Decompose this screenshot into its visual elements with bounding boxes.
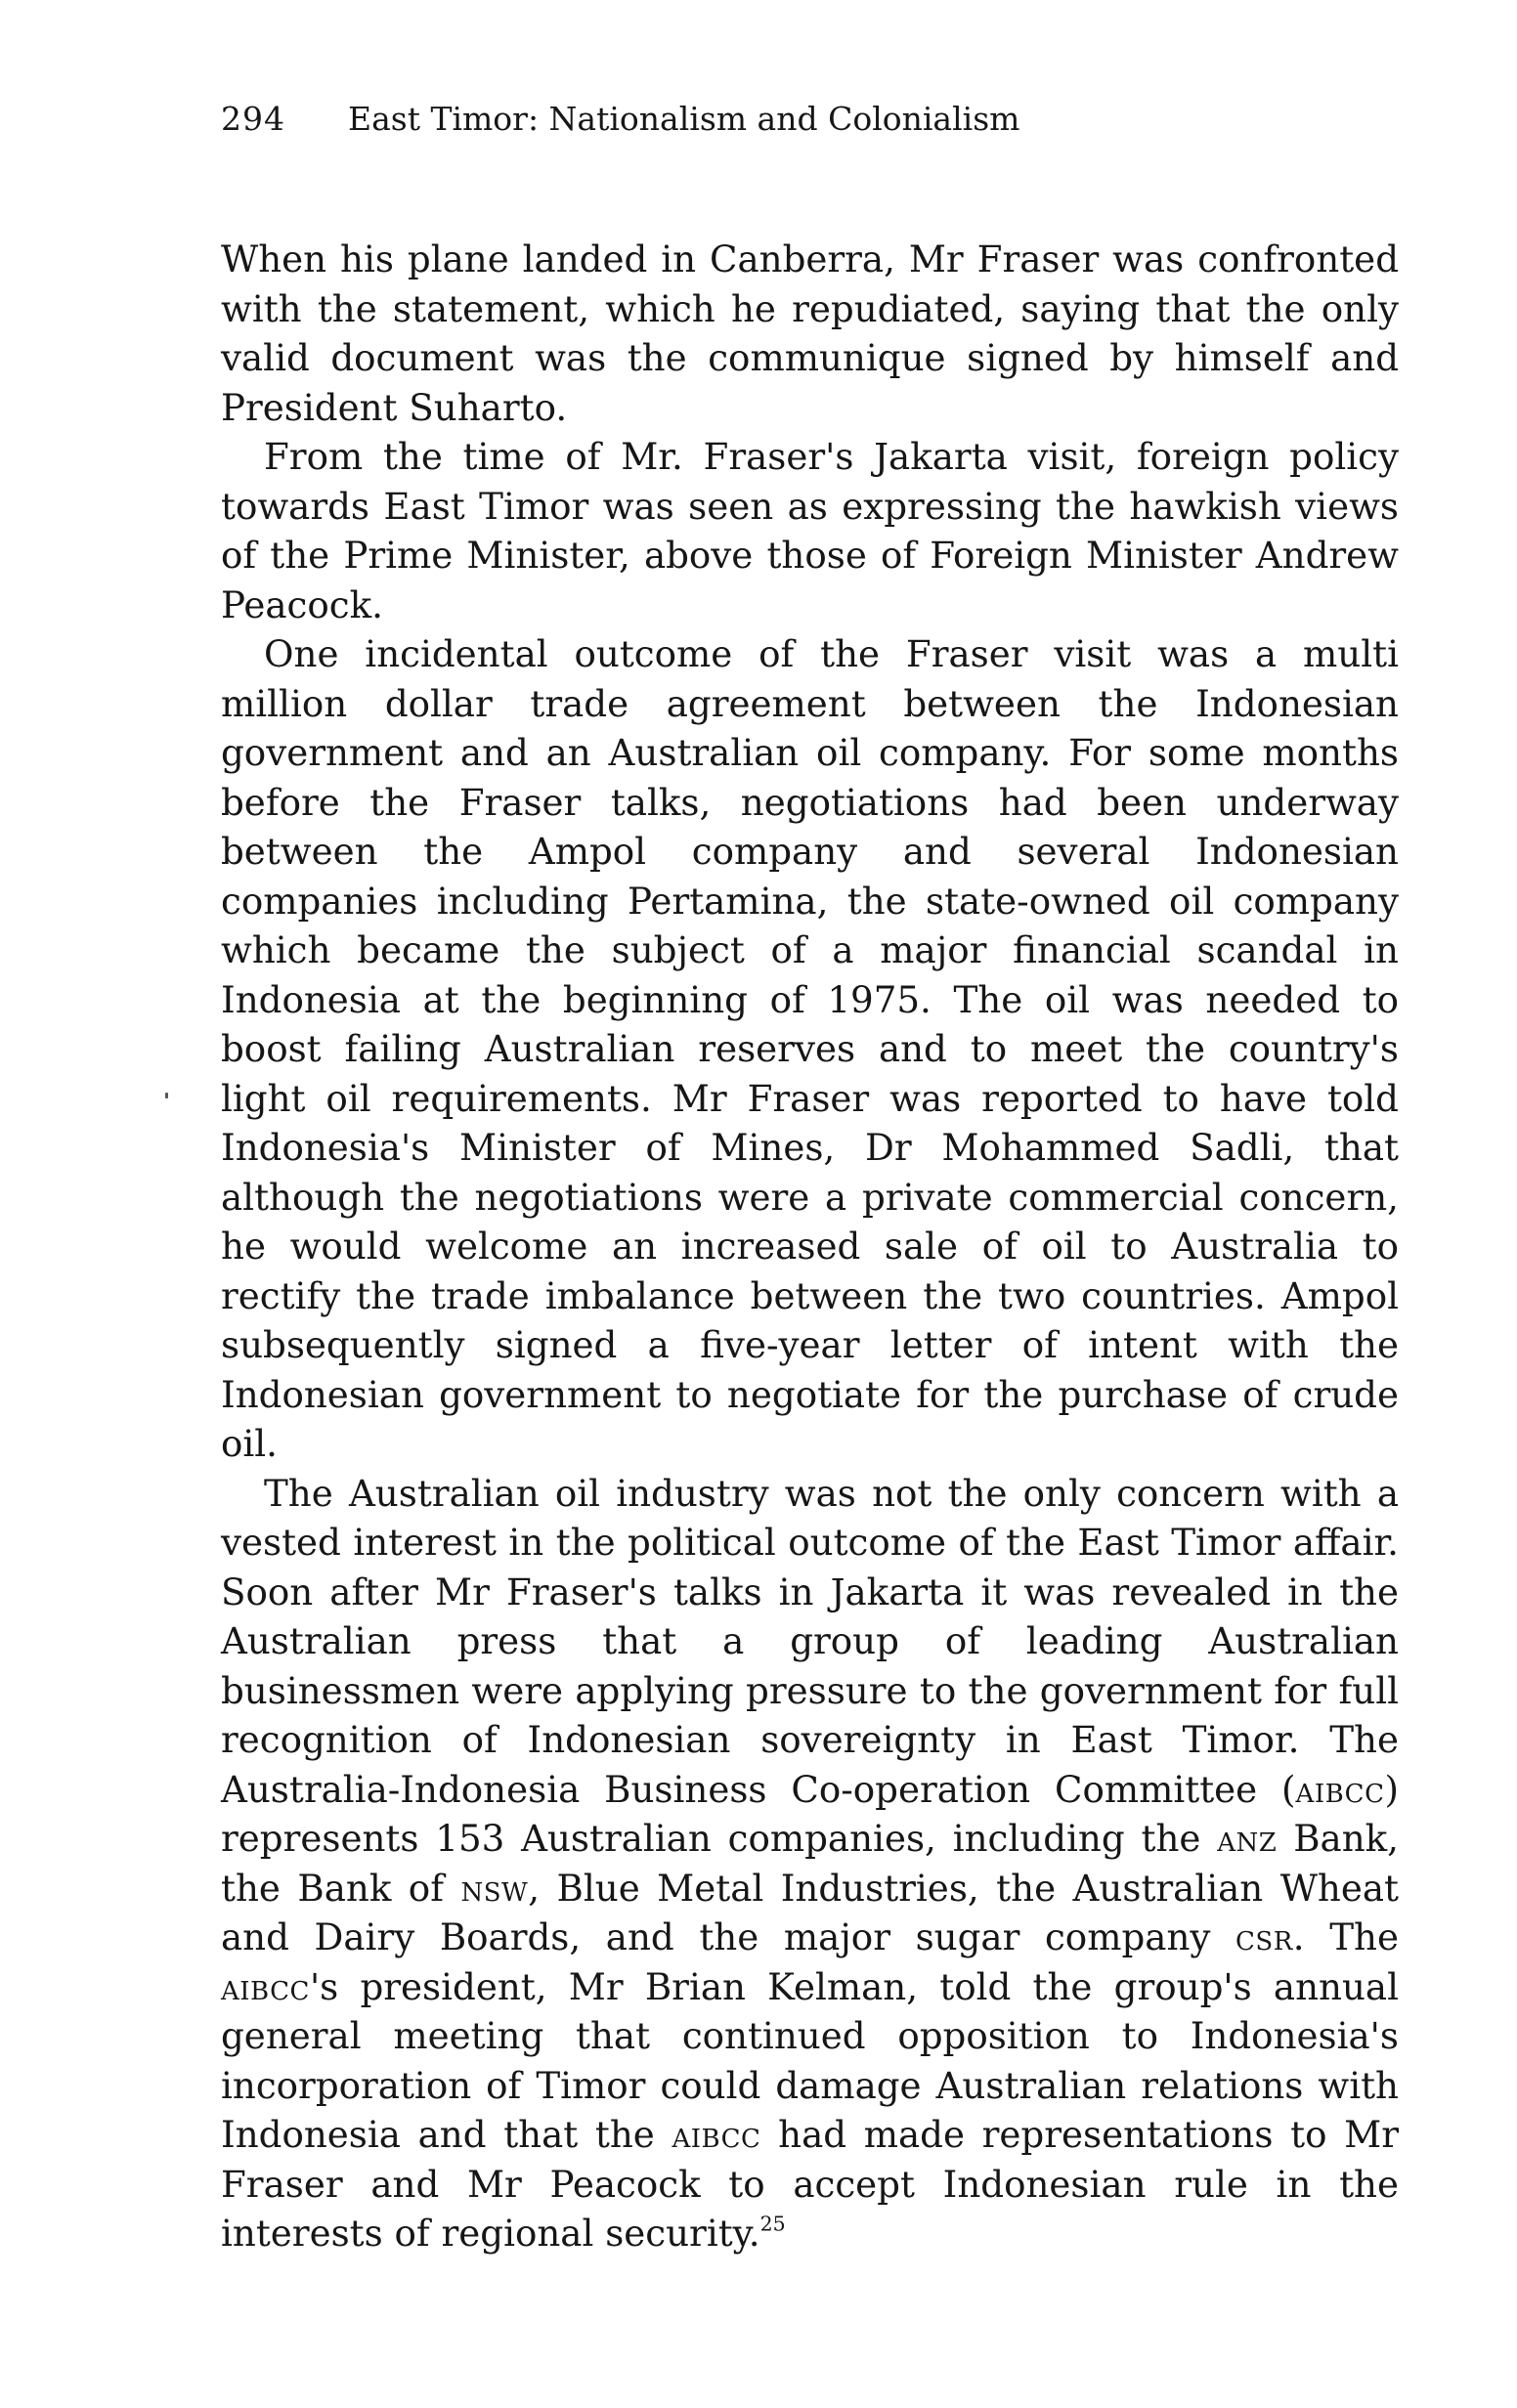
- running-title: East Timor: Nationalism and Colonialism: [348, 100, 1020, 138]
- paragraph-1: When his plane landed in Canberra, Mr Fraser was confronted with the statement, which he repudiated, saying that the only valid document was the communique signed by himself and President Suharto.: [221, 237, 1399, 429]
- paragraph-4-text-4: , Blue Metal Industries, the Australian Wheat and Dairy Boards, and the major sugar company: [221, 1866, 1399, 1958]
- abbreviation-anz: anz: [1217, 1817, 1278, 1860]
- paragraph-2: From the time of Mr. Fraser's Jakarta visit, foreign policy towards East Timor was seen as expressing the hawkish views of the Prime Minister, above those of Foreign Minister Andrew Peacock.: [221, 435, 1399, 626]
- body-text: [221, 235, 1399, 2258]
- paragraph-4: [221, 1469, 1399, 2258]
- abbreviation-nsw: nsw: [460, 1866, 529, 1910]
- stray-ink-mark: [165, 1093, 168, 1098]
- abbreviation-aibcc: aibcc: [672, 2113, 761, 2156]
- running-head: [221, 94, 1399, 145]
- abbreviation-aibcc: aibcc: [221, 1964, 310, 2008]
- paragraph-3: One incidental outcome of the Fraser visit was a multi million dollar trade agreement between the Indonesian government and an Australian oil company. For some months before the Fraser talks, negotiations had been underway between the Ampol company and several Indonesian companies including Pertamina, the state-owned oil company which became the subject of a major financial scandal in Indonesia at the beginning of 1975. The oil was needed to boost failing Australian reserves and to meet the country's light oil requirements. Mr Fraser was reported to have told Indonesia's Minister of Mines, Dr Mohammed Sadli, that although the negotiations were a private commercial concern, he would welcome an increased sale of oil to Australia to rectify the trade imbalance between the two countries. Ampol subsequently signed a five-year letter of intent with the Indonesian government to negotiate for the purchase of crude oil.: [221, 632, 1399, 1465]
- paragraph-4-text-6: 's president, Mr Brian Kelman, told the group's annual general meeting that continued opposition to Indonesia's incorporation of Timor could damage Australian relations with Indonesia and that the: [221, 1964, 1399, 2156]
- page-number: 294: [221, 100, 285, 138]
- abbreviation-csr: csr: [1235, 1915, 1293, 1958]
- paragraph-4-text-2: ) represents 153 Australian companies, including the: [221, 1767, 1399, 1860]
- paragraph-4-text-3: Bank, the Bank of: [221, 1817, 1400, 1910]
- paragraph-4-text-7: had made representations to Mr Fraser and Mr Peacock to accept Indonesian rule in the interests of regional security.: [221, 2113, 1399, 2255]
- paragraph-4-text-5: . The: [1292, 1915, 1399, 1958]
- paragraph-4-text-1: The Australian oil industry was not the only concern with a vested interest in the political outcome of the East Timor affair. Soon after Mr Fraser's talks in Jakarta it was revealed in the Australian press that a group of leading Australian businessmen were applying pressure to the government for full recognition of Indonesian sovereignty in East Timor. The Australia-Indonesia Business Co-operation Committee (: [221, 1471, 1399, 1811]
- book-page: [221, 94, 1399, 2258]
- abbreviation-aibcc: aibcc: [1295, 1767, 1385, 1811]
- footnote-reference: 25: [759, 2212, 786, 2236]
